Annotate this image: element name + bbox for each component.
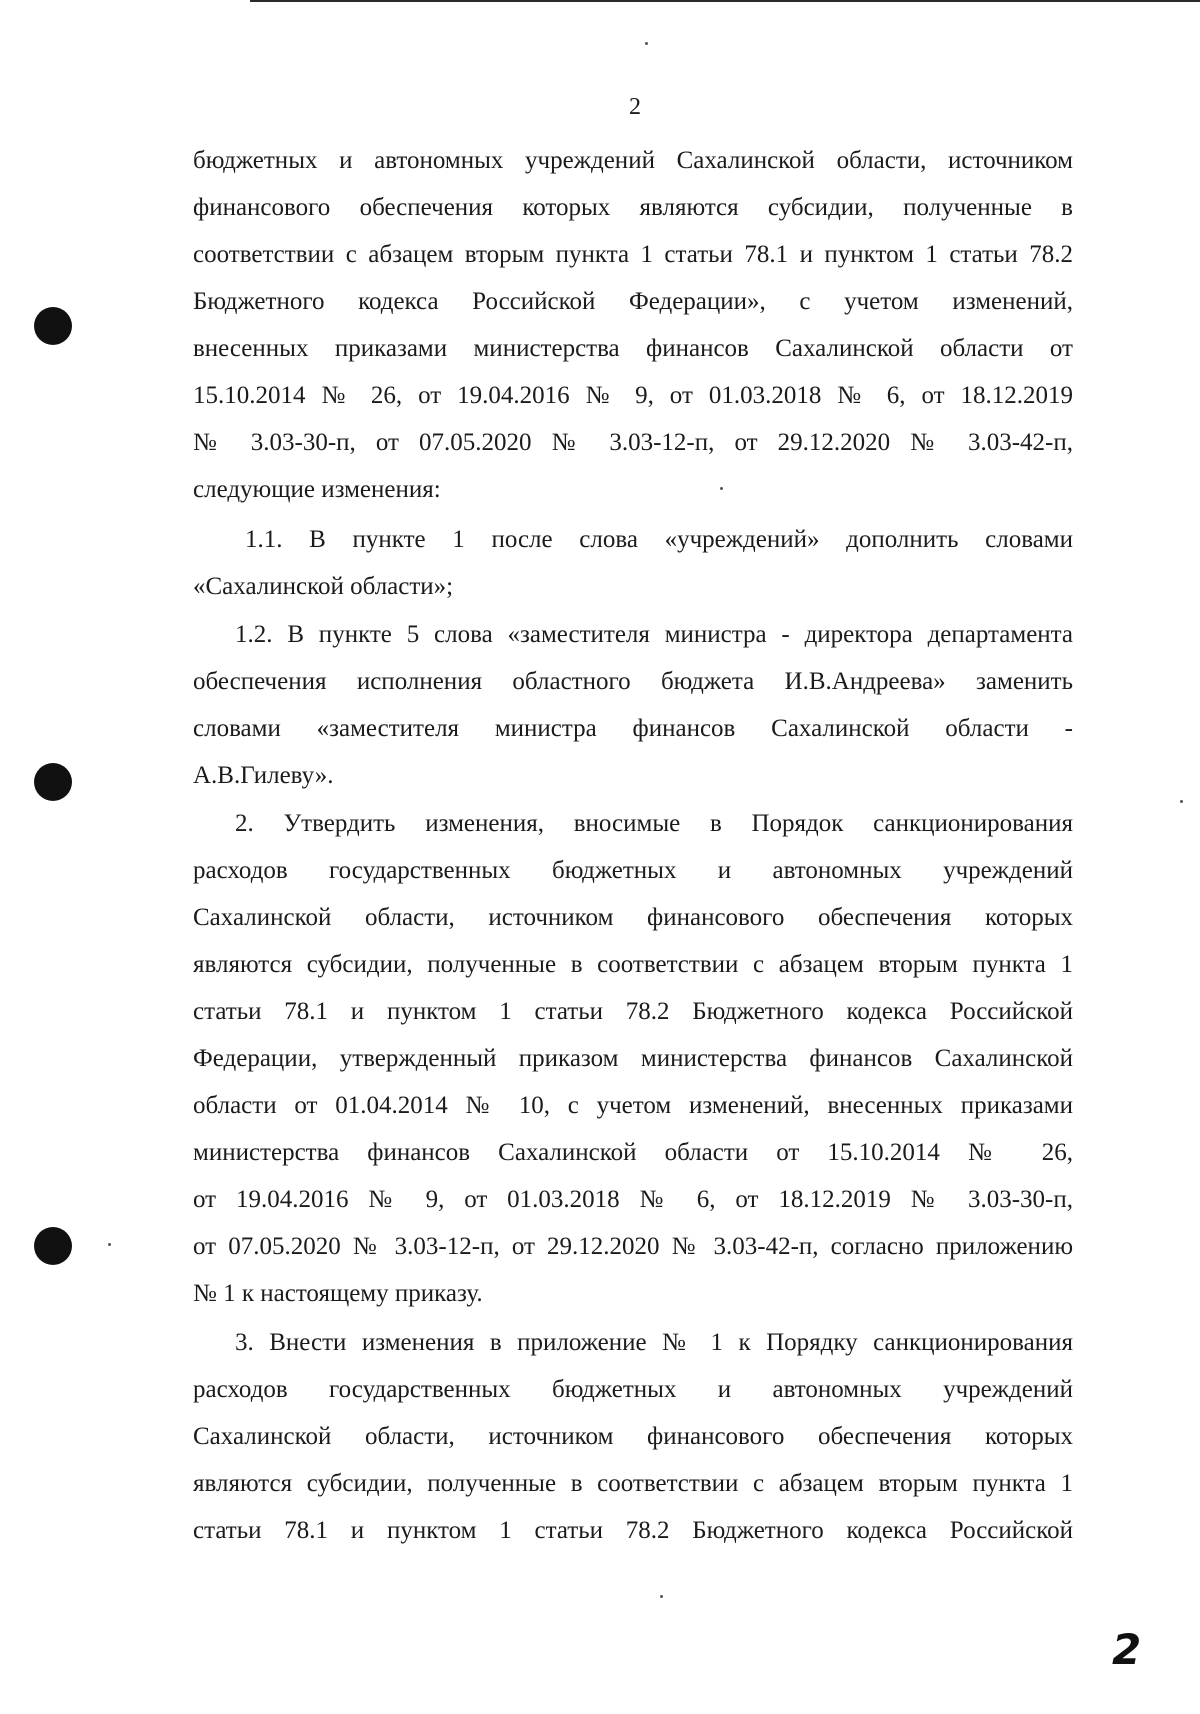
scan-top-edge [250,0,1200,2]
text-line: «Сахалинской области»; [193,573,454,600]
text-line: внесенных приказами министерства финансов Сахалинской области от [193,335,1073,362]
punch-hole [34,763,72,801]
text-line: словами «заместителя министра финансов Сахалинской области - [193,715,1073,742]
text-line: № 3.03-30-п, от 07.05.2020 № 3.03-12-п, от 29.12.2020 № 3.03-42-п, [193,429,1073,456]
text-line: 2. Утвердить изменения, вносимые в Порядок санкционирования [235,810,1073,837]
handwritten-page-number: 2 [1112,1625,1142,1674]
punch-hole [34,307,72,345]
text-line: статьи 78.1 и пунктом 1 статьи 78.2 Бюджетного кодекса Российской [193,1517,1073,1544]
text-line: обеспечения исполнения областного бюджета И.В.Андреева» заменить [193,668,1073,695]
text-line: Бюджетного кодекса Российской Федерации», с учетом изменений, [193,288,1073,315]
punch-hole [34,1227,72,1265]
text-line: Сахалинской области, источником финансового обеспечения которых [193,1423,1073,1450]
text-line: являются субсидии, полученные в соответствии с абзацем вторым пункта 1 [193,1470,1073,1497]
text-line: министерства финансов Сахалинской области от 15.10.2014 № 26, [193,1139,1073,1166]
scan-speck [720,487,723,490]
scan-speck [1180,800,1183,803]
scan-speck [660,1595,663,1598]
text-line: расходов государственных бюджетных и автономных учреждений [193,857,1073,884]
text-line: 3. Внести изменения в приложение № 1 к Порядку санкционирования [235,1329,1073,1356]
text-line: являются субсидии, полученные в соответствии с абзацем вторым пункта 1 [193,951,1073,978]
text-line: области от 01.04.2014 № 10, с учетом изменений, внесенных приказами [193,1092,1073,1119]
page-number: 2 [629,94,641,120]
text-line: А.В.Гилеву». [193,762,334,789]
text-line: расходов государственных бюджетных и автономных учреждений [193,1376,1073,1403]
text-line: от 19.04.2016 № 9, от 01.03.2018 № 6, от 18.12.2019 № 3.03-30-п, [193,1186,1073,1213]
text-line: бюджетных и автономных учреждений Сахалинской области, источником [193,147,1073,174]
text-line: статьи 78.1 и пунктом 1 статьи 78.2 Бюджетного кодекса Российской [193,998,1073,1025]
text-line: Сахалинской области, источником финансового обеспечения которых [193,904,1073,931]
text-line: № 1 к настоящему приказу. [193,1280,483,1307]
text-line: 1.1. В пункте 1 после слова «учреждений» дополнить словами [245,526,1073,553]
scan-speck [645,42,648,45]
text-line: следующие изменения: [193,476,441,503]
text-line: соответствии с абзацем вторым пункта 1 статьи 78.1 и пунктом 1 статьи 78.2 [193,241,1073,268]
text-line: от 07.05.2020 № 3.03-12-п, от 29.12.2020 № 3.03-42-п, согласно приложению [193,1233,1073,1260]
scan-speck [108,1243,111,1246]
text-line: финансового обеспечения которых являются субсидии, полученные в [193,194,1073,221]
text-line: 1.2. В пункте 5 слова «заместителя министра - директора департамента [235,621,1073,648]
text-line: 15.10.2014 № 26, от 19.04.2016 № 9, от 01.03.2018 № 6, от 18.12.2019 [193,382,1073,409]
text-line: Федерации, утвержденный приказом министерства финансов Сахалинской [193,1045,1073,1072]
